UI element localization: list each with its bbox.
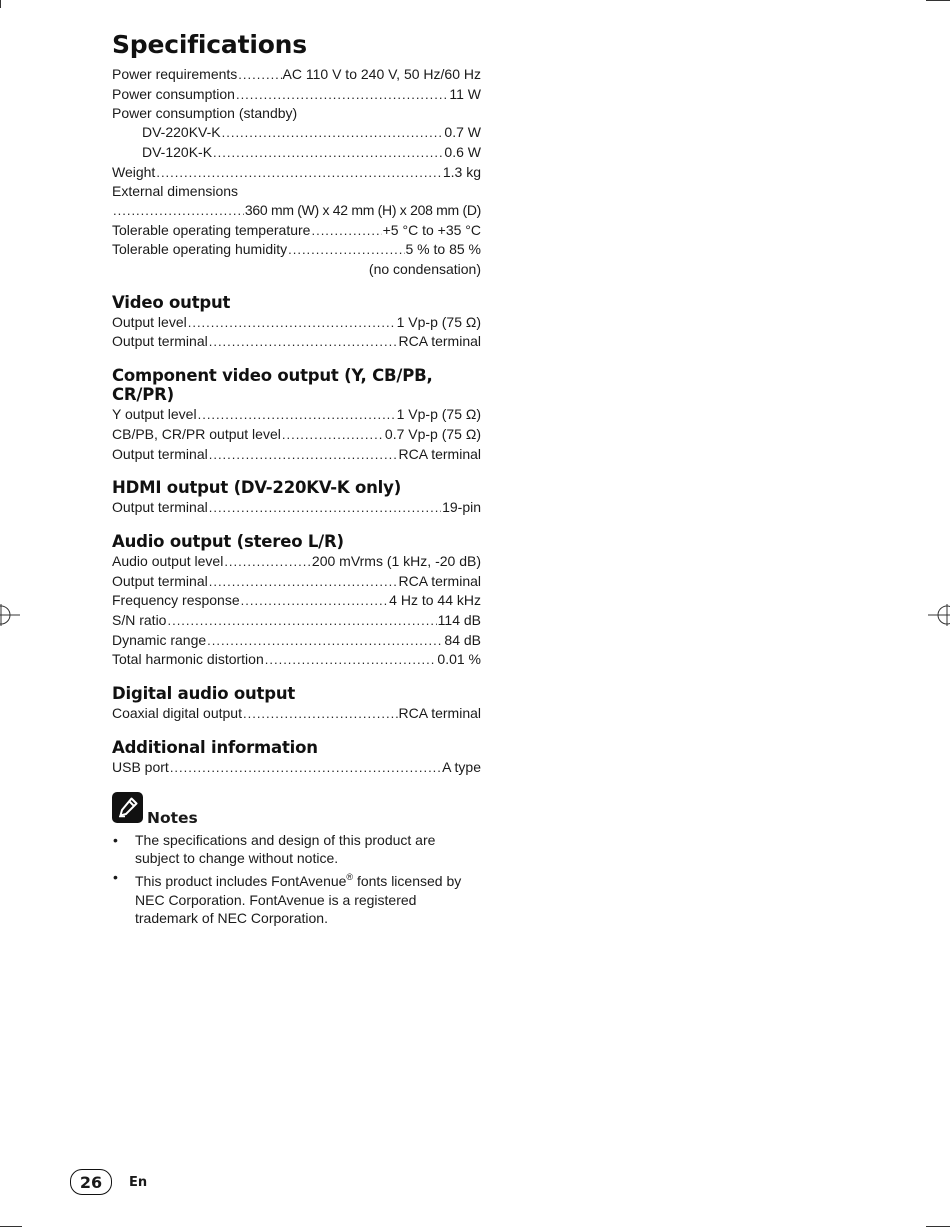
- spec-row: [112, 425, 481, 445]
- leader-dots: [213, 144, 443, 163]
- spec-value: 114 dB: [437, 612, 481, 629]
- spec-value: 360 mm (W) x 42 mm (H) x 208 mm (D): [244, 201, 481, 218]
- spec-row: [112, 123, 481, 143]
- spec-value: +5 °C to +35 °C: [382, 221, 481, 238]
- page-footer: [70, 1169, 147, 1195]
- spec-row: [112, 332, 481, 352]
- leader-dots: [288, 241, 404, 260]
- notes-list: [112, 831, 462, 929]
- spec-row: [112, 201, 481, 221]
- spec-value: 1 Vp-p (75 Ω): [396, 406, 481, 423]
- leader-dots: [209, 499, 441, 518]
- spec-row: [112, 591, 481, 611]
- spec-value: 1.3 kg: [442, 163, 481, 180]
- spec-value: RCA terminal: [398, 705, 481, 722]
- spec-value: A type: [442, 758, 481, 775]
- leader-dots: [113, 202, 244, 221]
- section-heading-component: Component video output (Y, CB/PB, CR/PR): [112, 366, 433, 405]
- humidity-note: (no condensation): [368, 261, 481, 278]
- section-heading-digital: Digital audio output: [112, 684, 296, 704]
- note-text: This product includes FontAvenue: [135, 872, 347, 889]
- spec-row: [112, 704, 481, 724]
- spec-value: 0.7 W: [444, 124, 481, 141]
- spec-value: 84 dB: [444, 631, 481, 648]
- leader-dots: [282, 426, 384, 445]
- leader-dots: [224, 553, 311, 572]
- spec-value: 1 Vp-p (75 Ω): [396, 313, 481, 330]
- spec-label: CB/PB, CR/PR output level: [112, 425, 281, 442]
- leader-dots: [167, 612, 436, 631]
- registration-mark-icon: [0, 604, 20, 626]
- spec-row: [112, 498, 481, 518]
- spec-label: Total harmonic distortion: [112, 651, 264, 668]
- leader-dots: [198, 406, 396, 425]
- spec-label: Output level: [112, 313, 187, 330]
- spec-value: AC 110 V to 240 V, 50 Hz/60 Hz: [282, 66, 481, 82]
- leader-dots: [311, 222, 381, 241]
- leader-dots: [170, 759, 441, 778]
- crop-mark: [0, 0, 1, 8]
- spec-value: 19-pin: [442, 499, 481, 516]
- leader-dots: [156, 164, 442, 183]
- spec-row: [112, 65, 481, 85]
- spec-label: Y output level: [112, 406, 197, 423]
- leader-dots: [222, 124, 444, 143]
- list-item: [112, 868, 462, 928]
- spec-label: Output terminal: [112, 572, 208, 589]
- spec-label: USB port: [112, 758, 169, 775]
- spec-label: Tolerable operating humidity: [112, 241, 288, 258]
- spec-value: 5 % to 85 %: [405, 241, 481, 258]
- specifications-section: [112, 30, 481, 928]
- leader-dots: [238, 66, 281, 85]
- spec-label: Weight: [112, 163, 156, 180]
- spec-value: RCA terminal: [398, 572, 481, 589]
- spec-label: Power requirements: [112, 66, 238, 82]
- spec-label: DV-120K-K: [142, 143, 213, 160]
- spec-label: DV-220KV-K: [142, 124, 221, 141]
- crop-mark: [926, 0, 950, 1]
- crop-mark: [0, 1226, 22, 1227]
- spec-row: [112, 313, 481, 333]
- notes-header: [112, 792, 481, 827]
- list-item: • The specifications and design of this product are subject to change without notice.: [112, 831, 462, 868]
- dimensions-label: External dimensions: [112, 183, 239, 200]
- crop-mark: [926, 1226, 950, 1227]
- spec-value: 200 mVrms (1 kHz, -20 dB): [311, 552, 481, 569]
- spec-label: Output terminal: [112, 499, 208, 516]
- section-heading-hdmi: HDMI output (DV-220KV-K only): [112, 478, 402, 498]
- standby-label: Power consumption (standby): [112, 105, 298, 122]
- spec-value: 11 W: [449, 85, 481, 102]
- note-text: fonts licensed by NEC Corporation. FontAvenue is a registered trademark of NEC Corporation.: [135, 872, 462, 927]
- leader-dots: [265, 651, 437, 670]
- spec-row: [112, 552, 481, 572]
- leader-dots: [188, 314, 396, 333]
- leader-dots: [243, 705, 398, 724]
- leader-dots: [209, 573, 398, 592]
- registered-mark: ®: [346, 871, 354, 882]
- spec-row: [112, 221, 481, 241]
- section-heading-additional: Additional information: [112, 737, 318, 757]
- leader-dots: [207, 632, 443, 651]
- spec-row: [112, 611, 481, 631]
- spec-value: RCA terminal: [398, 333, 481, 350]
- spec-row: [112, 85, 481, 105]
- spec-label: S/N ratio: [112, 612, 167, 629]
- spec-label: Power consumption: [112, 85, 235, 102]
- page-title: Specifications: [112, 30, 307, 59]
- leader-dots: [209, 333, 398, 352]
- spec-label: Output terminal: [112, 333, 208, 350]
- spec-row: [112, 143, 481, 163]
- spec-row: [112, 572, 481, 592]
- section-heading-video: Video output: [112, 292, 231, 312]
- language-code: En: [129, 1174, 148, 1190]
- notes-title: Notes: [147, 808, 198, 827]
- pencil-note-icon: [112, 792, 143, 823]
- spec-row: [112, 650, 481, 670]
- spec-row: [112, 163, 481, 183]
- spec-label: Tolerable operating temperature: [112, 221, 311, 238]
- spec-label: Output terminal: [112, 445, 208, 462]
- registration-mark-icon: [928, 604, 950, 626]
- spec-value: RCA terminal: [398, 445, 481, 462]
- leader-dots: [241, 592, 389, 611]
- spec-row: [112, 405, 481, 425]
- leader-dots: [236, 86, 448, 105]
- spec-label: Dynamic range: [112, 631, 207, 648]
- spec-label: Frequency response: [112, 592, 240, 609]
- spec-label: Coaxial digital output: [112, 705, 242, 722]
- spec-row: [112, 240, 481, 260]
- spec-row: [112, 758, 481, 778]
- spec-row: [112, 631, 481, 651]
- spec-value: 4 Hz to 44 kHz: [389, 592, 481, 609]
- page-number: 26: [70, 1169, 112, 1195]
- leader-dots: [209, 446, 398, 465]
- spec-label: Audio output level: [112, 552, 224, 569]
- section-heading-audio: Audio output (stereo L/R): [112, 531, 344, 551]
- spec-row: [112, 445, 481, 465]
- spec-value: 0.7 Vp-p (75 Ω): [384, 425, 481, 442]
- spec-value: 0.6 W: [444, 143, 481, 160]
- spec-value: 0.01 %: [437, 651, 481, 668]
